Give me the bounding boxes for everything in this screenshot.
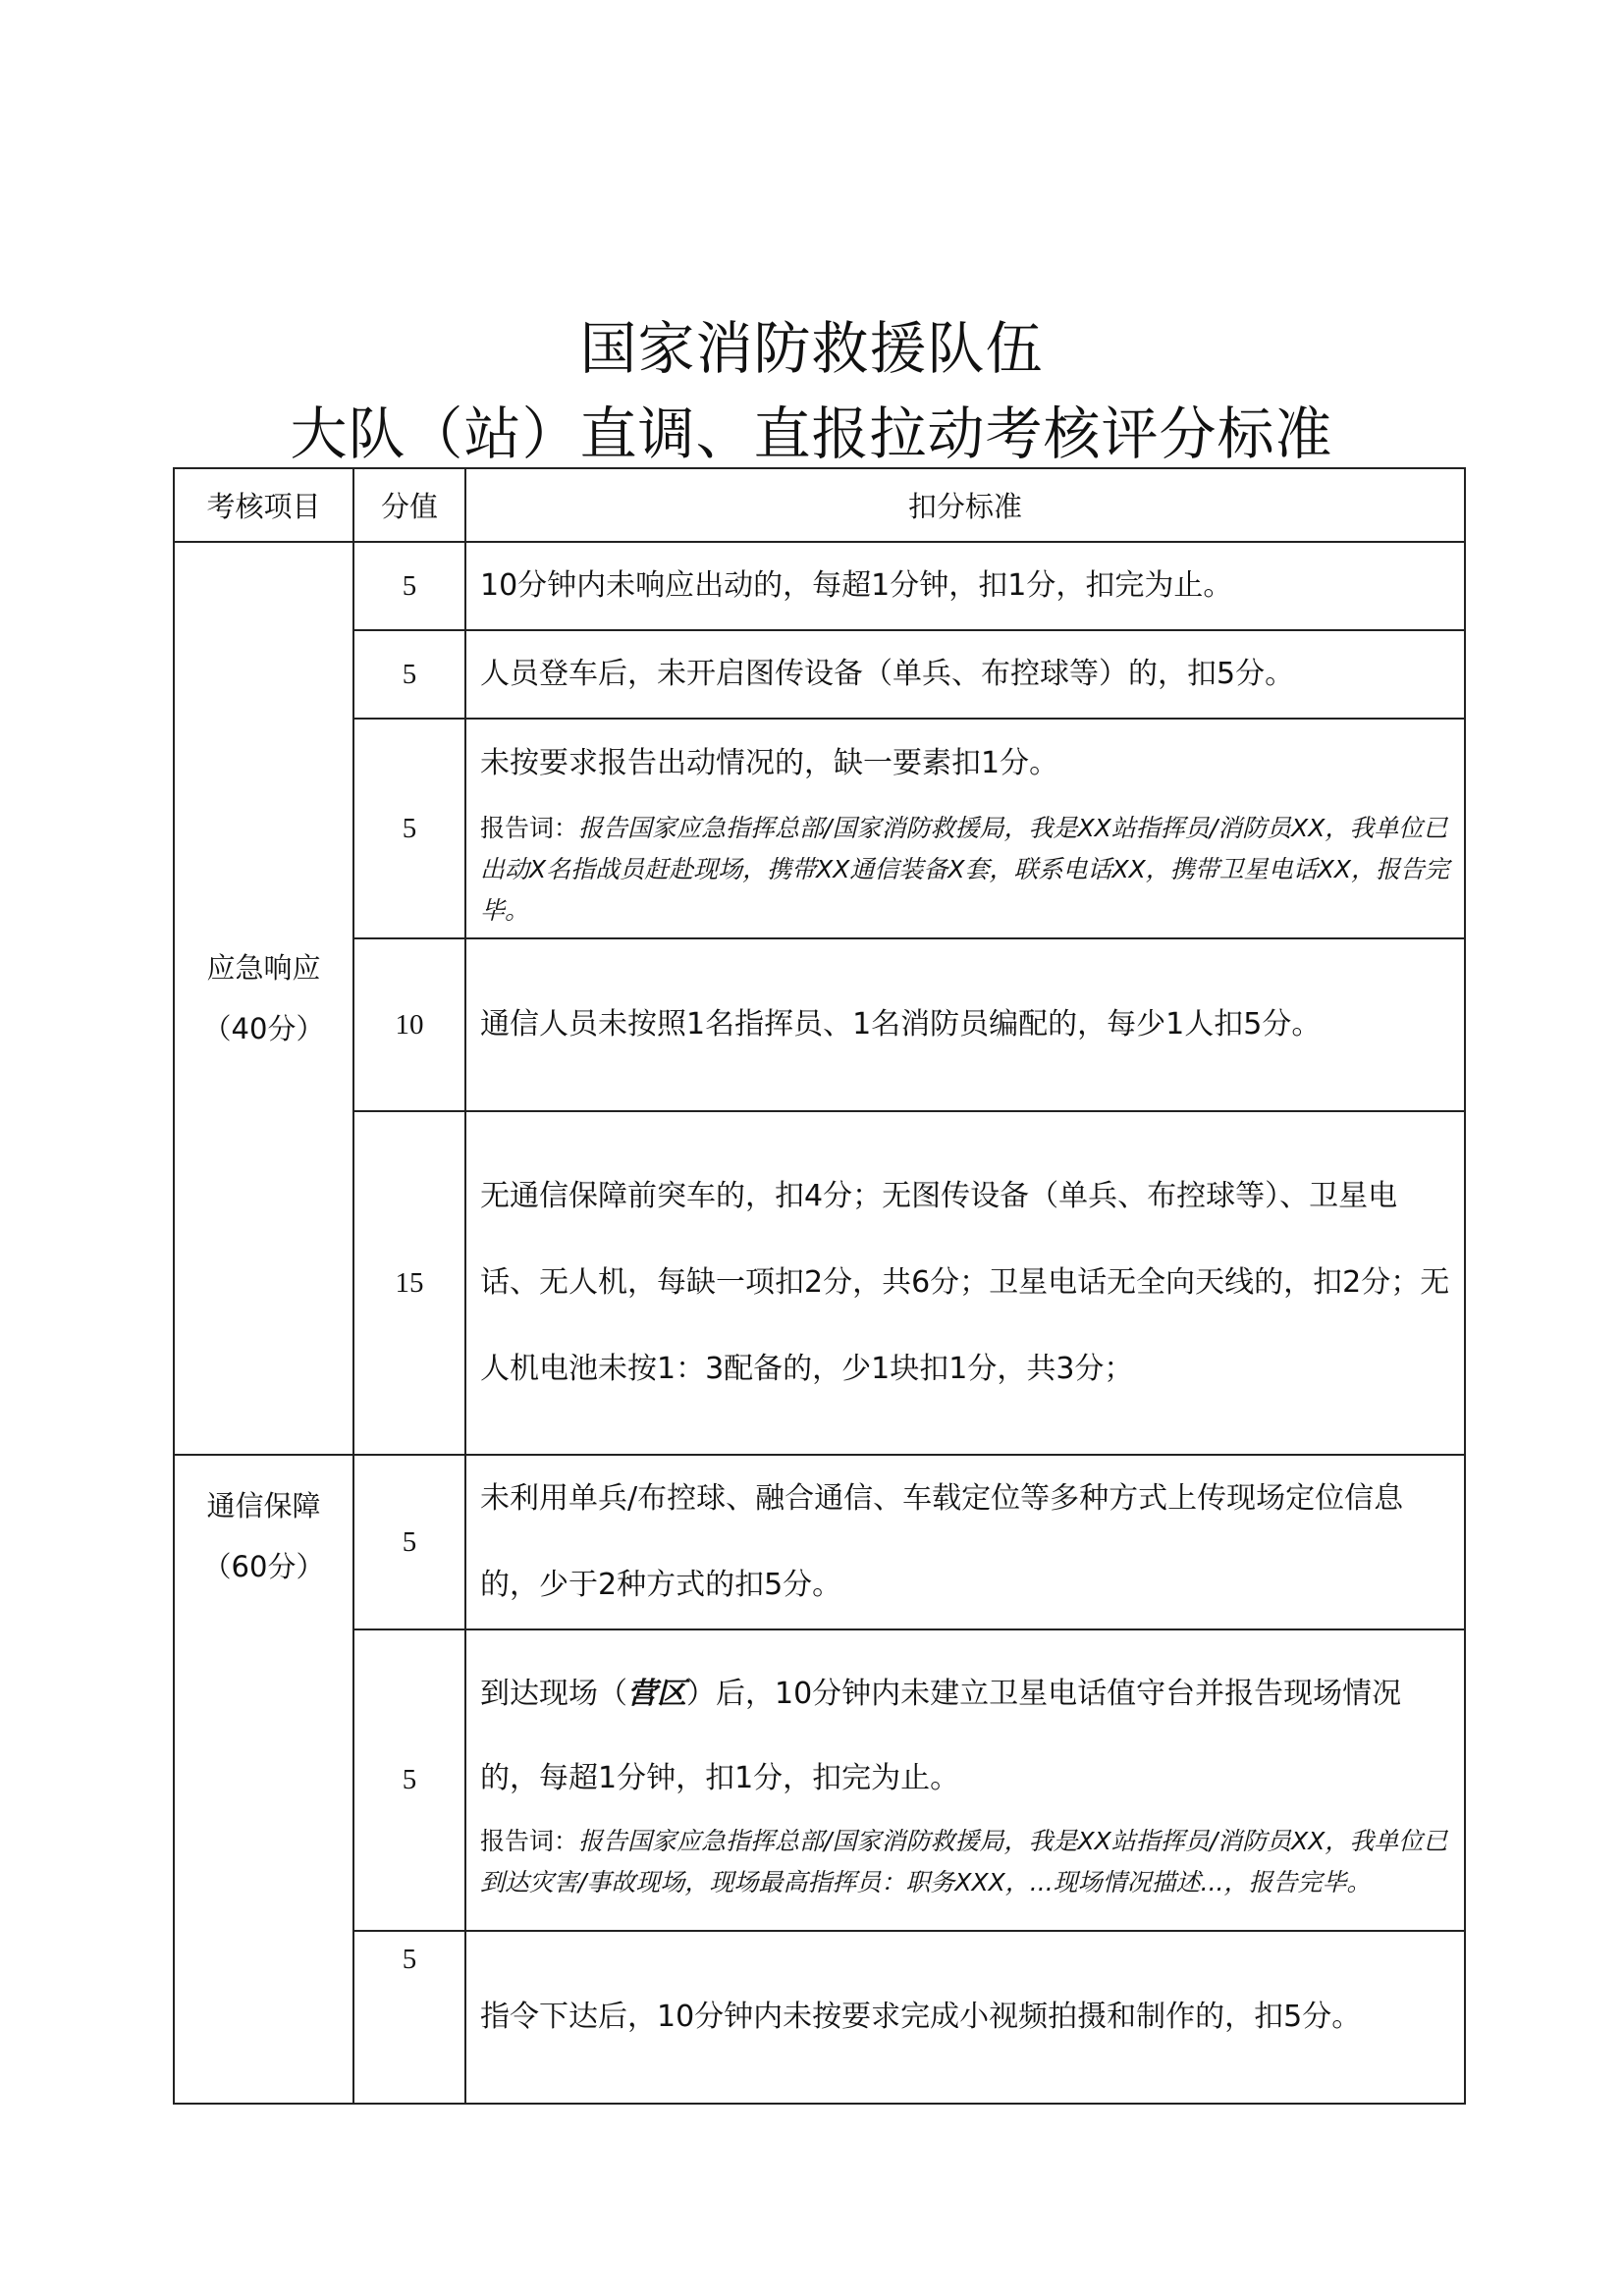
table-row bbox=[174, 542, 1465, 630]
scoring-table bbox=[173, 467, 1466, 2105]
criteria-cell: 10分钟内未响应出动的，每超1分钟，扣1分，扣完为止。 bbox=[465, 542, 1465, 630]
report-label: 报告词： bbox=[480, 814, 579, 842]
category-name: 应急响应 bbox=[206, 951, 321, 985]
table-row bbox=[174, 1111, 1465, 1455]
category-communication-support bbox=[174, 1455, 353, 2104]
score-cell: 5 bbox=[353, 1455, 465, 1629]
table-header-row bbox=[174, 468, 1465, 542]
criteria-text-pre: 到达现场（ bbox=[480, 1676, 627, 1711]
category-emergency-response bbox=[174, 542, 353, 1455]
criteria-cell: 人员登车后，未开启图传设备（单兵、布控球等）的，扣5分。 bbox=[465, 630, 1465, 719]
criteria-cell: 无通信保障前突车的，扣4分；无图传设备（单兵、布控球等）、卫星电话、无人机，每缺一项扣2分，共6分；卫星电话无全向天线的，扣2分；无人机电池未按1：3配备的，少1块扣1分，共3分； bbox=[465, 1111, 1465, 1455]
report-label: 报告词： bbox=[480, 1826, 579, 1855]
report-text: 报告国家应急指挥总部/国家消防救援局，我是XX站指挥员/消防员XX，我单位已出动X名指战员赶赴现场，携带XX通信装备X套，联系电话XX，携带卫星电话XX，报告完毕。 bbox=[480, 814, 1450, 925]
header-score: 分值 bbox=[353, 468, 465, 542]
table-row bbox=[174, 630, 1465, 719]
criteria-text: 未按要求报告出动情况的，缺一要素扣1分。 bbox=[480, 746, 1059, 780]
report-script bbox=[480, 808, 1450, 937]
header-criteria: 扣分标准 bbox=[465, 468, 1465, 542]
table-row bbox=[174, 938, 1465, 1111]
title-line-1: 国家消防救援队伍 bbox=[579, 315, 1044, 382]
score-cell: 5 bbox=[353, 1931, 465, 2104]
criteria-text bbox=[480, 1652, 1450, 1821]
score-cell: 5 bbox=[353, 1629, 465, 1931]
category-points: （60分） bbox=[202, 1550, 325, 1583]
score-cell: 15 bbox=[353, 1111, 465, 1455]
table-row bbox=[174, 1455, 1465, 1629]
criteria-cell bbox=[465, 1629, 1465, 1931]
category-points: （40分） bbox=[202, 1012, 325, 1045]
table-row bbox=[174, 719, 1465, 938]
report-script bbox=[480, 1821, 1450, 1909]
header-item: 考核项目 bbox=[174, 468, 353, 542]
table-row bbox=[174, 1931, 1465, 2104]
score-cell: 10 bbox=[353, 938, 465, 1111]
title-line-2: 大队（站）直调、直报拉动考核评分标准 bbox=[290, 400, 1333, 467]
criteria-cell bbox=[465, 719, 1465, 938]
criteria-cell: 未利用单兵/布控球、融合通信、车载定位等多种方式上传现场定位信息的，少于2种方式的扣5分。 bbox=[465, 1455, 1465, 1629]
report-text: 报告国家应急指挥总部/国家消防救援局，我是XX站指挥员/消防员XX，我单位已到达灾害/事故现场，现场最高指挥员：职务XXX，...现场情况描述...，报告完毕。 bbox=[480, 1826, 1448, 1896]
criteria-cell: 指令下达后，10分钟内未按要求完成小视频拍摄和制作的，扣5分。 bbox=[465, 1931, 1465, 2104]
criteria-cell: 通信人员未按照1名指挥员、1名消防员编配的，每少1人扣5分。 bbox=[465, 938, 1465, 1111]
criteria-text-bold: 营区 bbox=[627, 1676, 686, 1711]
criteria-text-post: ）后，10分钟内未建立卫星电话值守台并报告现场情况的，每超1分钟，扣1分，扣完为止。 bbox=[480, 1676, 1402, 1795]
score-cell: 5 bbox=[353, 542, 465, 630]
category-name: 通信保障 bbox=[206, 1489, 321, 1522]
score-cell: 5 bbox=[353, 630, 465, 719]
table-row bbox=[174, 1629, 1465, 1931]
score-cell: 5 bbox=[353, 719, 465, 938]
